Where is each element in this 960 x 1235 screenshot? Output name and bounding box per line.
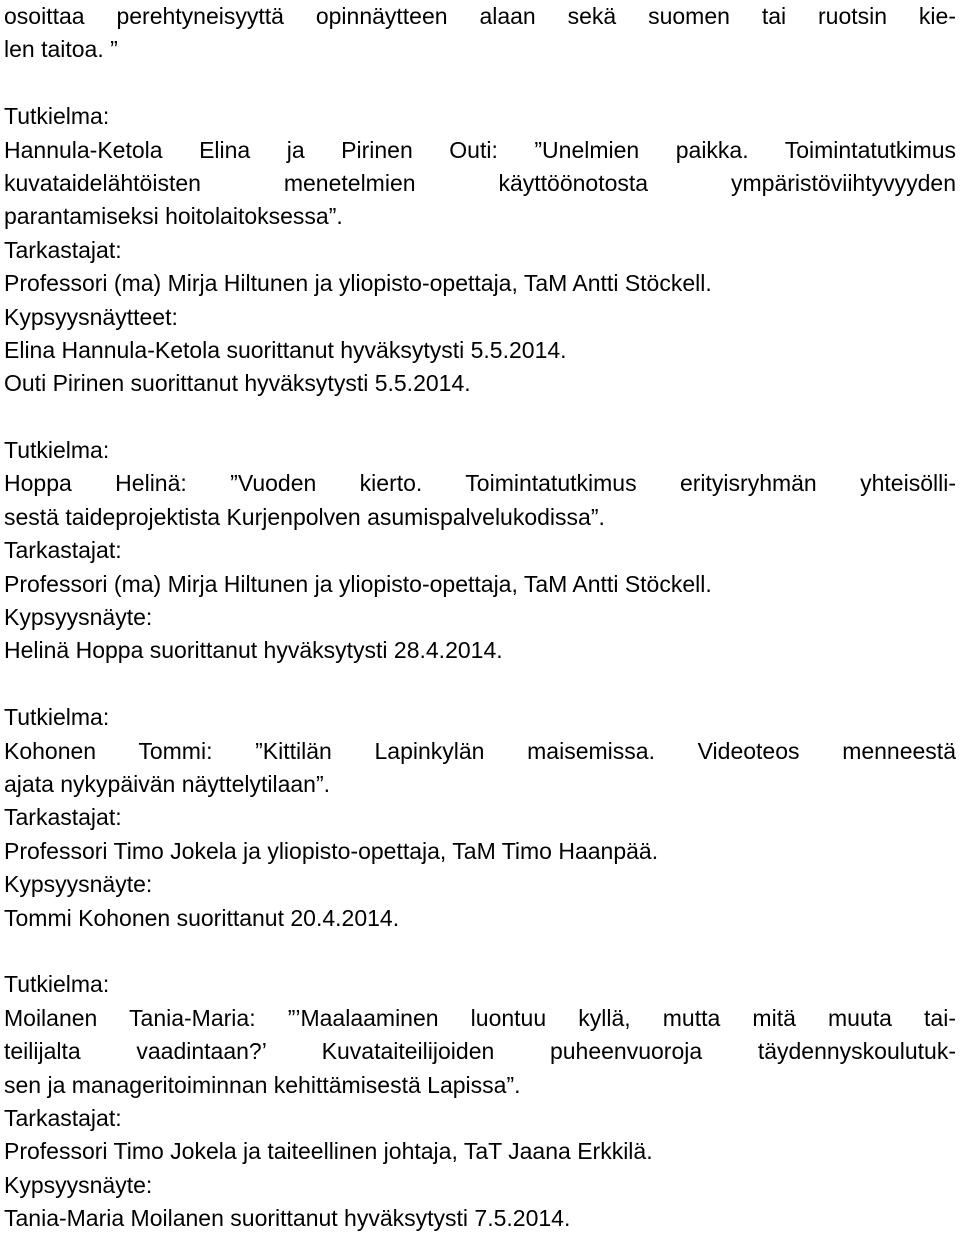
thesis-title-line: parantamiseksi hoitolaitoksessa”. <box>4 203 343 230</box>
thesis-label: Tutkielma: <box>4 103 110 130</box>
thesis-entry <box>4 968 956 1235</box>
examiners-text: Professori (ma) Mirja Hiltunen ja yliopisto-opettaja, TaM Antti Stöckell. <box>4 270 712 297</box>
thesis-entry <box>4 434 956 668</box>
spacer <box>4 401 956 434</box>
thesis-title-line: sestä taideprojektista Kurjenpolven asumispalvelukodissa”. <box>4 503 605 530</box>
maturity-sample-label: Kypsyysnäyte: <box>4 1171 153 1198</box>
document-page <box>4 0 956 1235</box>
intro-line: osoittaa perehtyneisyyttä opinnäytteen alaan sekä suomen tai ruotsin kie- <box>4 3 956 29</box>
maturity-sample-label: Kypsyysnäytteet: <box>4 303 178 330</box>
examiners-text: Professori (ma) Mirja Hiltunen ja yliopisto-opettaja, TaM Antti Stöckell. <box>4 570 712 597</box>
examiners-label: Tarkastajat: <box>4 1104 122 1131</box>
thesis-title-line: Hannula-Ketola Elina ja Pirinen Outi: ”Unelmien paikka. Toimintatutkimus <box>4 136 956 163</box>
spacer <box>4 67 956 100</box>
maturity-sample-text: Tommi Kohonen suorittanut 20.4.2014. <box>4 904 400 931</box>
thesis-title-line: ajata nykypäivän näyttelytilaan”. <box>4 770 331 797</box>
thesis-label: Tutkielma: <box>4 704 110 731</box>
thesis-title-line: sen ja manageritoiminnan kehittämisestä Lapissa”. <box>4 1071 521 1098</box>
spacer <box>4 935 956 968</box>
thesis-title-line: teilijalta vaadintaan?’ Kuvataiteilijoiden puheenvuoroja täydennyskoulutuk- <box>4 1038 956 1065</box>
maturity-sample-text: Tania-Maria Moilanen suorittanut hyväksytysti 7.5.2014. <box>4 1205 571 1232</box>
maturity-sample-label: Kypsyysnäyte: <box>4 604 153 631</box>
examiners-text: Professori Timo Jokela ja yliopisto-opettaja, TaM Timo Haanpää. <box>4 837 659 864</box>
thesis-title-line: Kohonen Tommi: ”Kittilän Lapinkylän maisemissa. Videoteos menneestä <box>4 737 956 764</box>
examiners-label: Tarkastajat: <box>4 236 122 263</box>
intro-line: len taitoa. ” <box>4 36 118 63</box>
thesis-entry <box>4 701 956 935</box>
thesis-title-line: Moilanen Tania-Maria: ”’Maalaaminen luontuu kyllä, mutta mitä muuta tai- <box>4 1004 956 1031</box>
thesis-label: Tutkielma: <box>4 437 110 464</box>
thesis-entry <box>4 100 956 401</box>
maturity-sample-label: Kypsyysnäyte: <box>4 871 153 898</box>
maturity-sample-text: Outi Pirinen suorittanut hyväksytysti 5.5.2014. <box>4 370 471 397</box>
maturity-sample-text: Helinä Hoppa suorittanut hyväksytysti 28.4.2014. <box>4 637 503 664</box>
thesis-label: Tutkielma: <box>4 971 110 998</box>
maturity-sample-text: Elina Hannula-Ketola suorittanut hyväksytysti 5.5.2014. <box>4 336 567 363</box>
examiners-text: Professori Timo Jokela ja taiteellinen johtaja, TaT Jaana Erkkilä. <box>4 1138 653 1165</box>
thesis-title-line: kuvataidelähtöisten menetelmien käyttöönotosta ympäristöviihtyvyyden <box>4 169 956 196</box>
examiners-label: Tarkastajat: <box>4 804 122 831</box>
examiners-label: Tarkastajat: <box>4 537 122 564</box>
spacer <box>4 668 956 701</box>
thesis-title-line: Hoppa Helinä: ”Vuoden kierto. Toimintatutkimus erityisryhmän yhteisölli- <box>4 470 956 497</box>
